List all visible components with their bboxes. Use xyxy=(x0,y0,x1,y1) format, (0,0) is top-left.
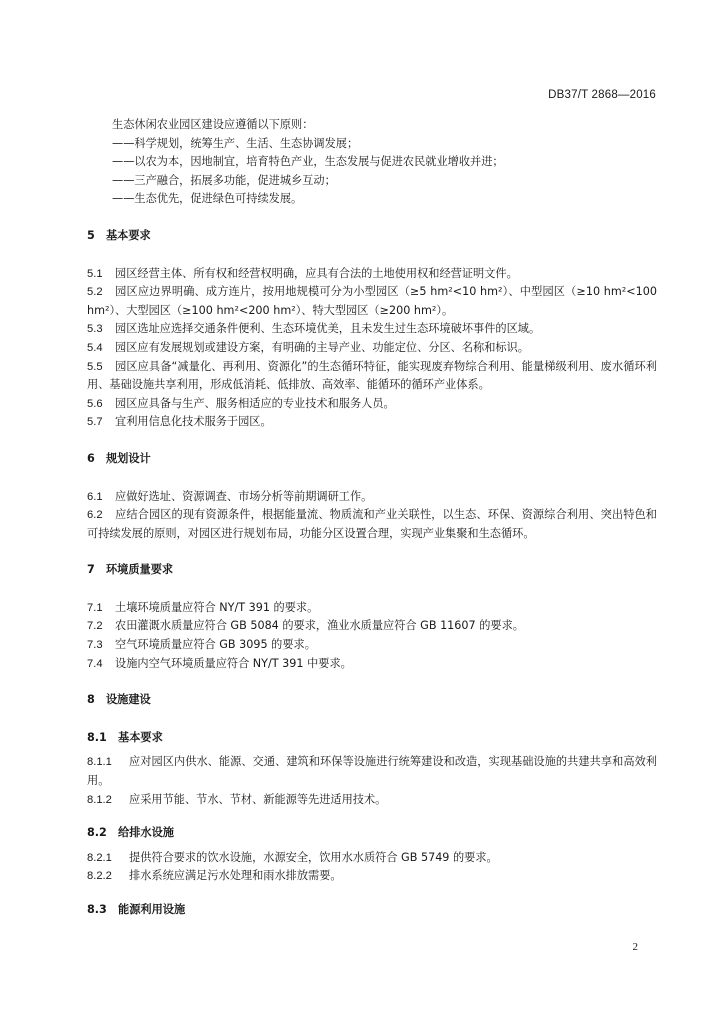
clause-number: 8.2.1 xyxy=(87,851,112,864)
clause-number: 5.6 xyxy=(87,397,103,410)
clause-number: 5.7 xyxy=(87,416,103,429)
clause-number: 8.1.1 xyxy=(87,756,112,769)
clause-item xyxy=(87,339,657,358)
section-6 xyxy=(87,450,657,543)
clause-text: 设施内空气环境质量应符合 NY/T 391 中要求。 xyxy=(115,656,352,670)
principle-item: ——三产融合，拓展多功能，促进城乡互动； xyxy=(112,173,336,187)
clause-item xyxy=(87,867,657,886)
clause-item xyxy=(87,320,657,339)
section-title: 6 规划设计 xyxy=(87,451,151,465)
page-number: 2 xyxy=(632,941,638,953)
section-title: 8 设施建设 xyxy=(87,693,151,707)
clause-number: 7.4 xyxy=(87,657,103,670)
section-8 xyxy=(87,691,657,919)
principle-item: ——科学规划，统筹生产、生活、生态协调发展； xyxy=(112,136,359,150)
intro-lead: 生态休闲农业园区建设应遵循以下原则： xyxy=(112,118,314,131)
clause-text: 土壤环境质量应符合 NY/T 391 的要求。 xyxy=(115,600,319,614)
clause-number: 5.3 xyxy=(87,323,103,336)
clause-text: 宜利用信息化技术服务于园区。 xyxy=(115,415,272,429)
principles-list xyxy=(87,135,657,209)
clause-number: 6.1 xyxy=(87,490,103,503)
section-5 xyxy=(87,227,657,432)
clause-number: 5.4 xyxy=(87,341,103,354)
subsection-title: 8.2 给排水设施 xyxy=(87,826,174,840)
section-title: 7 环境质量要求 xyxy=(87,563,174,577)
clause-item xyxy=(87,636,657,655)
principle-item: ——以农为本，因地制宜，培育特色产业，生态发展与促进农民就业增收并进； xyxy=(112,155,504,169)
clause-item xyxy=(87,413,657,432)
clause-text: 应采用节能、节水、节材、新能源等先进适用技术。 xyxy=(129,792,387,806)
clause-text: 园区应有发展规划或建设方案，有明确的主导产业、功能定位、分区、名称和标识。 xyxy=(115,340,529,354)
subsection-title: 8.3 能源利用设施 xyxy=(87,903,186,916)
clause-number: 5.1 xyxy=(87,267,103,280)
clause-number: 6.2 xyxy=(87,509,103,522)
clause-text: 提供符合要求的饮水设施，水源安全，饮用水水质符合 GB 5749 的要求。 xyxy=(129,850,498,864)
clause-item xyxy=(87,395,657,414)
section-title: 5 基本要求 xyxy=(87,228,151,242)
clause-text: 园区经营主体、所有权和经营权明确，应具有合法的土地使用权和经营证明文件。 xyxy=(115,266,518,280)
clause-text: 排水系统应满足污水处理和雨水排放需要。 xyxy=(129,869,342,883)
intro-block xyxy=(87,116,657,209)
clause-text: 应对园区内供水、能源、交通、建筑和环保等设施进行统筹建设和改造，实现基础设施的共建共享和高效利用。 xyxy=(87,755,657,788)
clause-item xyxy=(87,283,657,320)
clause-item xyxy=(87,358,657,395)
clause-item xyxy=(87,488,657,507)
clause-item xyxy=(87,655,657,674)
clause-item xyxy=(87,599,657,618)
clause-number: 7.1 xyxy=(87,601,103,614)
document-body xyxy=(87,116,657,926)
section-7 xyxy=(87,561,657,673)
standard-code: DB37/T 2868—2016 xyxy=(548,89,656,101)
clause-text: 园区应具备与生产、服务相适应的专业技术和服务人员。 xyxy=(115,396,395,410)
clause-number: 5.5 xyxy=(87,360,103,373)
clause-text: 应做好选址、资源调查、市场分析等前期调研工作。 xyxy=(115,489,373,503)
clause-item xyxy=(87,617,657,636)
clause-text: 园区应边界明确、成方连片，按用地规模可分为小型园区（≥5 hm²<10 hm²）、中型园区（≥10 hm²<100 hm²）、大型园区（≥100 hm²<200 hm²）、特大型园区（≥200 hm²）。 xyxy=(87,285,657,317)
clause-item xyxy=(87,506,657,543)
clause-item xyxy=(87,265,657,284)
clause-number: 7.3 xyxy=(87,639,103,652)
clause-text: 空气环境质量应符合 GB 3095 的要求。 xyxy=(115,638,316,652)
clause-item xyxy=(87,791,657,810)
clause-text: 园区应具备“减量化、再利用、资源化”的生态循环特征，能实现废弃物综合利用、能量梯级利用、废水循环利用、基础设施共享利用，形成低消耗、低排放、高效率、能循环的循环产业体系。 xyxy=(87,359,657,392)
clause-text: 园区选址应选择交通条件便利、生态环境优美，且未发生过生态环境破坏事件的区域。 xyxy=(115,322,541,336)
clause-item xyxy=(87,849,657,868)
clause-number: 7.2 xyxy=(87,620,103,633)
clause-item xyxy=(87,753,657,790)
clause-number: 8.2.2 xyxy=(87,870,112,883)
clause-number: 8.1.2 xyxy=(87,793,112,806)
clause-number: 5.2 xyxy=(87,286,103,299)
clause-text: 农田灌溉水质量应符合 GB 5084 的要求，渔业水质量应符合 GB 11607 的要求。 xyxy=(115,619,524,633)
clause-text: 应结合园区的现有资源条件，根据能量流、物质流和产业关联性，以生态、环保、资源综合利用、突出特色和可持续发展的原则，对园区进行规划布局，功能分区设置合理，实现产业集聚和生态循环。 xyxy=(87,508,657,540)
principle-item: ——生态优先，促进绿色可持续发展。 xyxy=(112,192,303,206)
subsection-title: 8.1 基本要求 xyxy=(87,730,163,744)
